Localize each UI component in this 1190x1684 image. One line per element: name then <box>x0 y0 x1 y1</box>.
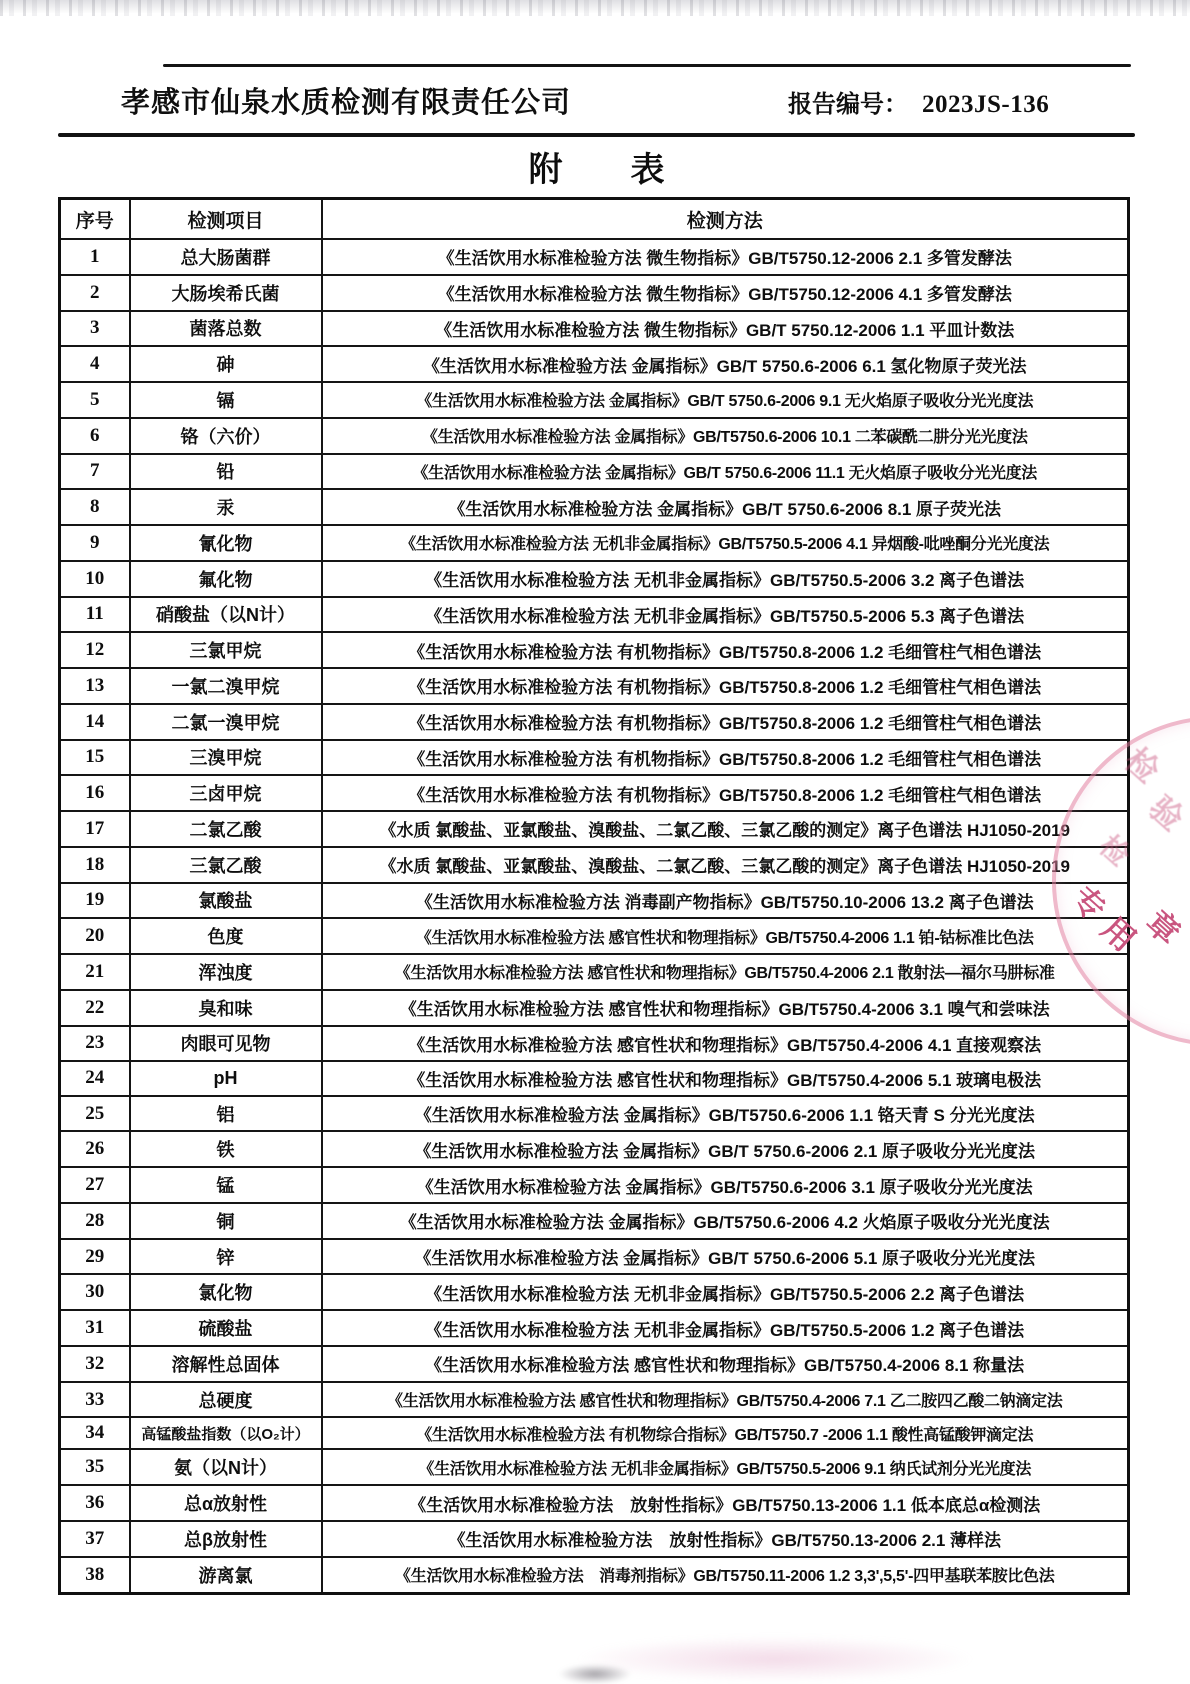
test-method-cell: 《生活饮用水标准检验方法 金属指标》GB/T5750.6-2006 10.1 二苯碳酰二肼分光光度法 <box>322 418 1129 454</box>
row-number-cell: 38 <box>60 1557 130 1594</box>
test-method-cell: 《生活饮用水标准检验方法 有机物指标》GB/T5750.8-2006 1.2 毛细管柱气相色谱法 <box>322 740 1129 776</box>
test-method-cell: 《生活饮用水标准检验方法 消毒剂指标》GB/T5750.11-2006 1.2 3,3',5,5'-四甲基联苯胺比色法 <box>322 1557 1129 1594</box>
test-method-cell: 《生活饮用水标准检验方法 感官性状和物理指标》GB/T5750.4-2006 5.1 玻璃电极法 <box>322 1061 1129 1095</box>
test-item-cell: 氰化物 <box>130 525 322 561</box>
test-item-cell: 三氯乙酸 <box>130 847 322 883</box>
table-row <box>60 418 1129 454</box>
table-row <box>60 1026 1129 1062</box>
test-item-cell: 三溴甲烷 <box>130 740 322 776</box>
row-number-cell: 27 <box>60 1167 130 1203</box>
row-number-cell: 28 <box>60 1203 130 1239</box>
test-method-cell: 《水质 氯酸盐、亚氯酸盐、溴酸盐、二氯乙酸、三氯乙酸的测定》离子色谱法 HJ1050-2019 <box>322 811 1129 847</box>
table-row <box>60 311 1129 347</box>
test-item-cell: 锰 <box>130 1167 322 1203</box>
table-row <box>60 382 1129 418</box>
table-row <box>60 883 1129 919</box>
test-method-cell: 《生活饮用水标准检验方法 无机非金属指标》GB/T5750.5-2006 3.2 离子色谱法 <box>322 561 1129 597</box>
table-row <box>60 918 1129 954</box>
table-row <box>60 275 1129 311</box>
header-bottom-rule <box>58 133 1135 137</box>
row-number-cell: 2 <box>60 275 130 311</box>
row-number-cell: 17 <box>60 811 130 847</box>
seal-char-faint-1: 检 <box>1118 741 1167 790</box>
test-method-cell: 《水质 氯酸盐、亚氯酸盐、溴酸盐、二氯乙酸、三氯乙酸的测定》离子色谱法 HJ1050-2019 <box>322 847 1129 883</box>
test-item-cell: 总α放射性 <box>130 1485 322 1521</box>
test-method-cell: 《生活饮用水标准检验方法 感官性状和物理指标》GB/T5750.4-2006 2.1 散射法—福尔马肼标准 <box>322 954 1129 990</box>
test-method-cell: 《生活饮用水标准检验方法 金属指标》GB/T 5750.6-2006 5.1 原子吸收分光光度法 <box>322 1239 1129 1275</box>
table-row <box>60 1449 1129 1485</box>
test-item-cell: 三氯甲烷 <box>130 632 322 668</box>
seal-char-2: 用 <box>1094 910 1143 959</box>
table-row <box>60 597 1129 633</box>
test-item-cell: 汞 <box>130 489 322 525</box>
table-row <box>60 1417 1129 1449</box>
test-method-cell: 《生活饮用水标准检验方法 金属指标》GB/T5750.6-2006 1.1 铬天青 S 分光光度法 <box>322 1096 1129 1132</box>
row-number-cell: 1 <box>60 239 130 275</box>
table-row <box>60 668 1129 704</box>
row-number-cell: 25 <box>60 1096 130 1132</box>
test-method-cell: 《生活饮用水标准检验方法 无机非金属指标》GB/T5750.5-2006 4.1 异烟酸-吡唑酮分光光度法 <box>322 525 1129 561</box>
test-method-cell: 《生活饮用水标准检验方法 无机非金属指标》GB/T5750.5-2006 9.1 纳氏试剂分光光度法 <box>322 1449 1129 1485</box>
test-method-cell: 《生活饮用水标准检验方法 金属指标》GB/T 5750.6-2006 6.1 氢化物原子荧光法 <box>322 346 1129 382</box>
test-method-cell: 《生活饮用水标准检验方法 无机非金属指标》GB/T5750.5-2006 2.2 离子色谱法 <box>322 1274 1129 1310</box>
table-row <box>60 1167 1129 1203</box>
test-item-cell: 总大肠菌群 <box>130 239 322 275</box>
table-row <box>60 1485 1129 1521</box>
row-number-cell: 12 <box>60 632 130 668</box>
test-item-cell: 镉 <box>130 382 322 418</box>
test-method-cell: 《生活饮用水标准检验方法 放射性指标》GB/T5750.13-2006 2.1 薄样法 <box>322 1521 1129 1557</box>
ink-bleed-smudge-pink <box>575 1636 975 1682</box>
row-number-cell: 24 <box>60 1061 130 1095</box>
test-method-cell: 《生活饮用水标准检验方法 放射性指标》GB/T5750.13-2006 1.1 低本底总α检测法 <box>322 1485 1129 1521</box>
table-row <box>60 1239 1129 1275</box>
table-row <box>60 847 1129 883</box>
row-number-cell: 37 <box>60 1521 130 1557</box>
table-row <box>60 1274 1129 1310</box>
test-method-cell: 《生活饮用水标准检验方法 有机物指标》GB/T5750.8-2006 1.2 毛细管柱气相色谱法 <box>322 632 1129 668</box>
table-row <box>60 990 1129 1026</box>
table-row <box>60 704 1129 740</box>
test-method-cell: 《生活饮用水标准检验方法 金属指标》GB/T 5750.6-2006 2.1 原子吸收分光光度法 <box>322 1131 1129 1167</box>
seal-char-faint-2: 验 <box>1142 788 1190 838</box>
row-number-cell: 5 <box>60 382 130 418</box>
seal-char-3: 章 <box>1139 903 1187 952</box>
row-number-cell: 26 <box>60 1131 130 1167</box>
row-number-cell: 31 <box>60 1310 130 1346</box>
col-header-item: 检测项目 <box>130 199 322 240</box>
test-method-cell: 《生活饮用水标准检验方法 有机物综合指标》GB/T5750.7 -2006 1.1 酸性高锰酸钾滴定法 <box>322 1417 1129 1449</box>
test-method-cell: 《生活饮用水标准检验方法 金属指标》GB/T5750.6-2006 3.1 原子吸收分光光度法 <box>322 1167 1129 1203</box>
test-item-cell: 二氯乙酸 <box>130 811 322 847</box>
scanner-noise-band <box>0 0 1190 16</box>
table-row <box>60 1310 1129 1346</box>
row-number-cell: 19 <box>60 883 130 919</box>
row-number-cell: 7 <box>60 454 130 490</box>
table-row <box>60 954 1129 990</box>
ink-bleed-smudge-gray <box>558 1664 632 1684</box>
test-item-cell: 高锰酸盐指数（以O₂计） <box>130 1417 322 1449</box>
table-row <box>60 811 1129 847</box>
test-item-cell: 臭和味 <box>130 990 322 1026</box>
table-row <box>60 1203 1129 1239</box>
test-item-cell: 锌 <box>130 1239 322 1275</box>
row-number-cell: 18 <box>60 847 130 883</box>
row-number-cell: 29 <box>60 1239 130 1275</box>
report-number-label: 报告编号： <box>788 91 908 118</box>
test-methods-table <box>58 197 1130 1595</box>
table-row <box>60 525 1129 561</box>
table-row <box>60 346 1129 382</box>
test-item-cell: 铝 <box>130 1096 322 1132</box>
row-number-cell: 14 <box>60 704 130 740</box>
page-title: 附 表 <box>528 151 665 189</box>
test-item-cell: 铜 <box>130 1203 322 1239</box>
company-name: 孝感市仙泉水质检测有限责任公司 <box>121 87 572 119</box>
test-method-cell: 《生活饮用水标准检验方法 金属指标》GB/T 5750.6-2006 11.1 无火焰原子吸收分光光度法 <box>322 454 1129 490</box>
test-method-cell: 《生活饮用水标准检验方法 微生物指标》GB/T5750.12-2006 2.1 多管发酵法 <box>322 239 1129 275</box>
test-method-cell: 《生活饮用水标准检验方法 感官性状和物理指标》GB/T5750.4-2006 1.1 铂-钴标准比色法 <box>322 918 1129 954</box>
col-header-method: 检测方法 <box>322 199 1129 240</box>
test-item-cell: 铅 <box>130 454 322 490</box>
test-method-cell: 《生活饮用水标准检验方法 感官性状和物理指标》GB/T5750.4-2006 8.1 称量法 <box>322 1346 1129 1382</box>
row-number-cell: 4 <box>60 346 130 382</box>
row-number-cell: 33 <box>60 1382 130 1418</box>
test-method-cell: 《生活饮用水标准检验方法 有机物指标》GB/T5750.8-2006 1.2 毛细管柱气相色谱法 <box>322 668 1129 704</box>
table-row <box>60 1382 1129 1418</box>
test-method-cell: 《生活饮用水标准检验方法 金属指标》GB/T 5750.6-2006 9.1 无火焰原子吸收分光光度法 <box>322 382 1129 418</box>
row-number-cell: 34 <box>60 1417 130 1449</box>
seal-char-1: 专 <box>1064 879 1113 928</box>
test-item-cell: 硝酸盐（以N计） <box>130 597 322 633</box>
test-item-cell: 游离氯 <box>130 1557 322 1594</box>
table-row <box>60 775 1129 811</box>
table-row <box>60 1131 1129 1167</box>
col-header-no: 序号 <box>60 199 130 240</box>
table-row <box>60 239 1129 275</box>
table-header-row <box>60 199 1129 240</box>
table-row <box>60 740 1129 776</box>
test-item-cell: 一氯二溴甲烷 <box>130 668 322 704</box>
report-number-value: 2023JS-136 <box>922 91 1050 118</box>
test-item-cell: 三卤甲烷 <box>130 775 322 811</box>
test-item-cell: 溶解性总固体 <box>130 1346 322 1382</box>
test-item-cell: 二氯一溴甲烷 <box>130 704 322 740</box>
row-number-cell: 8 <box>60 489 130 525</box>
test-item-cell: pH <box>130 1061 322 1095</box>
test-method-cell: 《生活饮用水标准检验方法 微生物指标》GB/T 5750.12-2006 1.1 平皿计数法 <box>322 311 1129 347</box>
row-number-cell: 21 <box>60 954 130 990</box>
row-number-cell: 15 <box>60 740 130 776</box>
test-method-cell: 《生活饮用水标准检验方法 消毒副产物指标》GB/T5750.10-2006 13.2 离子色谱法 <box>322 883 1129 919</box>
row-number-cell: 20 <box>60 918 130 954</box>
test-method-cell: 《生活饮用水标准检验方法 有机物指标》GB/T5750.8-2006 1.2 毛细管柱气相色谱法 <box>322 775 1129 811</box>
test-method-cell: 《生活饮用水标准检验方法 无机非金属指标》GB/T5750.5-2006 5.3 离子色谱法 <box>322 597 1129 633</box>
test-item-cell: 砷 <box>130 346 322 382</box>
table-row <box>60 561 1129 597</box>
row-number-cell: 23 <box>60 1026 130 1062</box>
test-item-cell: 氯化物 <box>130 1274 322 1310</box>
test-item-cell: 菌落总数 <box>130 311 322 347</box>
test-item-cell: 色度 <box>130 918 322 954</box>
row-number-cell: 30 <box>60 1274 130 1310</box>
table-row <box>60 1061 1129 1095</box>
test-item-cell: 肉眼可见物 <box>130 1026 322 1062</box>
row-number-cell: 11 <box>60 597 130 633</box>
row-number-cell: 13 <box>60 668 130 704</box>
table-row <box>60 1096 1129 1132</box>
test-method-cell: 《生活饮用水标准检验方法 感官性状和物理指标》GB/T5750.4-2006 4.1 直接观察法 <box>322 1026 1129 1062</box>
test-method-cell: 《生活饮用水标准检验方法 金属指标》GB/T5750.6-2006 4.2 火焰原子吸收分光光度法 <box>322 1203 1129 1239</box>
test-item-cell: 氟化物 <box>130 561 322 597</box>
header-top-rule <box>163 64 1131 67</box>
test-method-cell: 《生活饮用水标准检验方法 感官性状和物理指标》GB/T5750.4-2006 3.1 嗅气和尝味法 <box>322 990 1129 1026</box>
row-number-cell: 9 <box>60 525 130 561</box>
row-number-cell: 22 <box>60 990 130 1026</box>
row-number-cell: 16 <box>60 775 130 811</box>
table-row <box>60 1346 1129 1382</box>
row-number-cell: 6 <box>60 418 130 454</box>
test-item-cell: 大肠埃希氏菌 <box>130 275 322 311</box>
row-number-cell: 35 <box>60 1449 130 1485</box>
table-row <box>60 489 1129 525</box>
test-item-cell: 总β放射性 <box>130 1521 322 1557</box>
report-number <box>788 84 1049 119</box>
test-method-cell: 《生活饮用水标准检验方法 微生物指标》GB/T5750.12-2006 4.1 多管发酵法 <box>322 275 1129 311</box>
row-number-cell: 10 <box>60 561 130 597</box>
seal-char-faint-3: 检 <box>1093 829 1136 872</box>
row-number-cell: 36 <box>60 1485 130 1521</box>
test-method-cell: 《生活饮用水标准检验方法 感官性状和物理指标》GB/T5750.4-2006 7.1 乙二胺四乙酸二钠滴定法 <box>322 1382 1129 1418</box>
test-item-cell: 氨（以N计） <box>130 1449 322 1485</box>
table-row <box>60 1557 1129 1594</box>
table-row <box>60 454 1129 490</box>
test-item-cell: 硫酸盐 <box>130 1310 322 1346</box>
test-item-cell: 氯酸盐 <box>130 883 322 919</box>
test-item-cell: 铬（六价） <box>130 418 322 454</box>
test-item-cell: 总硬度 <box>130 1382 322 1418</box>
row-number-cell: 3 <box>60 311 130 347</box>
methods-table-body <box>60 239 1129 1594</box>
test-method-cell: 《生活饮用水标准检验方法 有机物指标》GB/T5750.8-2006 1.2 毛细管柱气相色谱法 <box>322 704 1129 740</box>
test-item-cell: 浑浊度 <box>130 954 322 990</box>
table-row <box>60 1521 1129 1557</box>
test-method-cell: 《生活饮用水标准检验方法 金属指标》GB/T 5750.6-2006 8.1 原子荧光法 <box>322 489 1129 525</box>
test-item-cell: 铁 <box>130 1131 322 1167</box>
row-number-cell: 32 <box>60 1346 130 1382</box>
table-row <box>60 632 1129 668</box>
test-method-cell: 《生活饮用水标准检验方法 无机非金属指标》GB/T5750.5-2006 1.2 离子色谱法 <box>322 1310 1129 1346</box>
